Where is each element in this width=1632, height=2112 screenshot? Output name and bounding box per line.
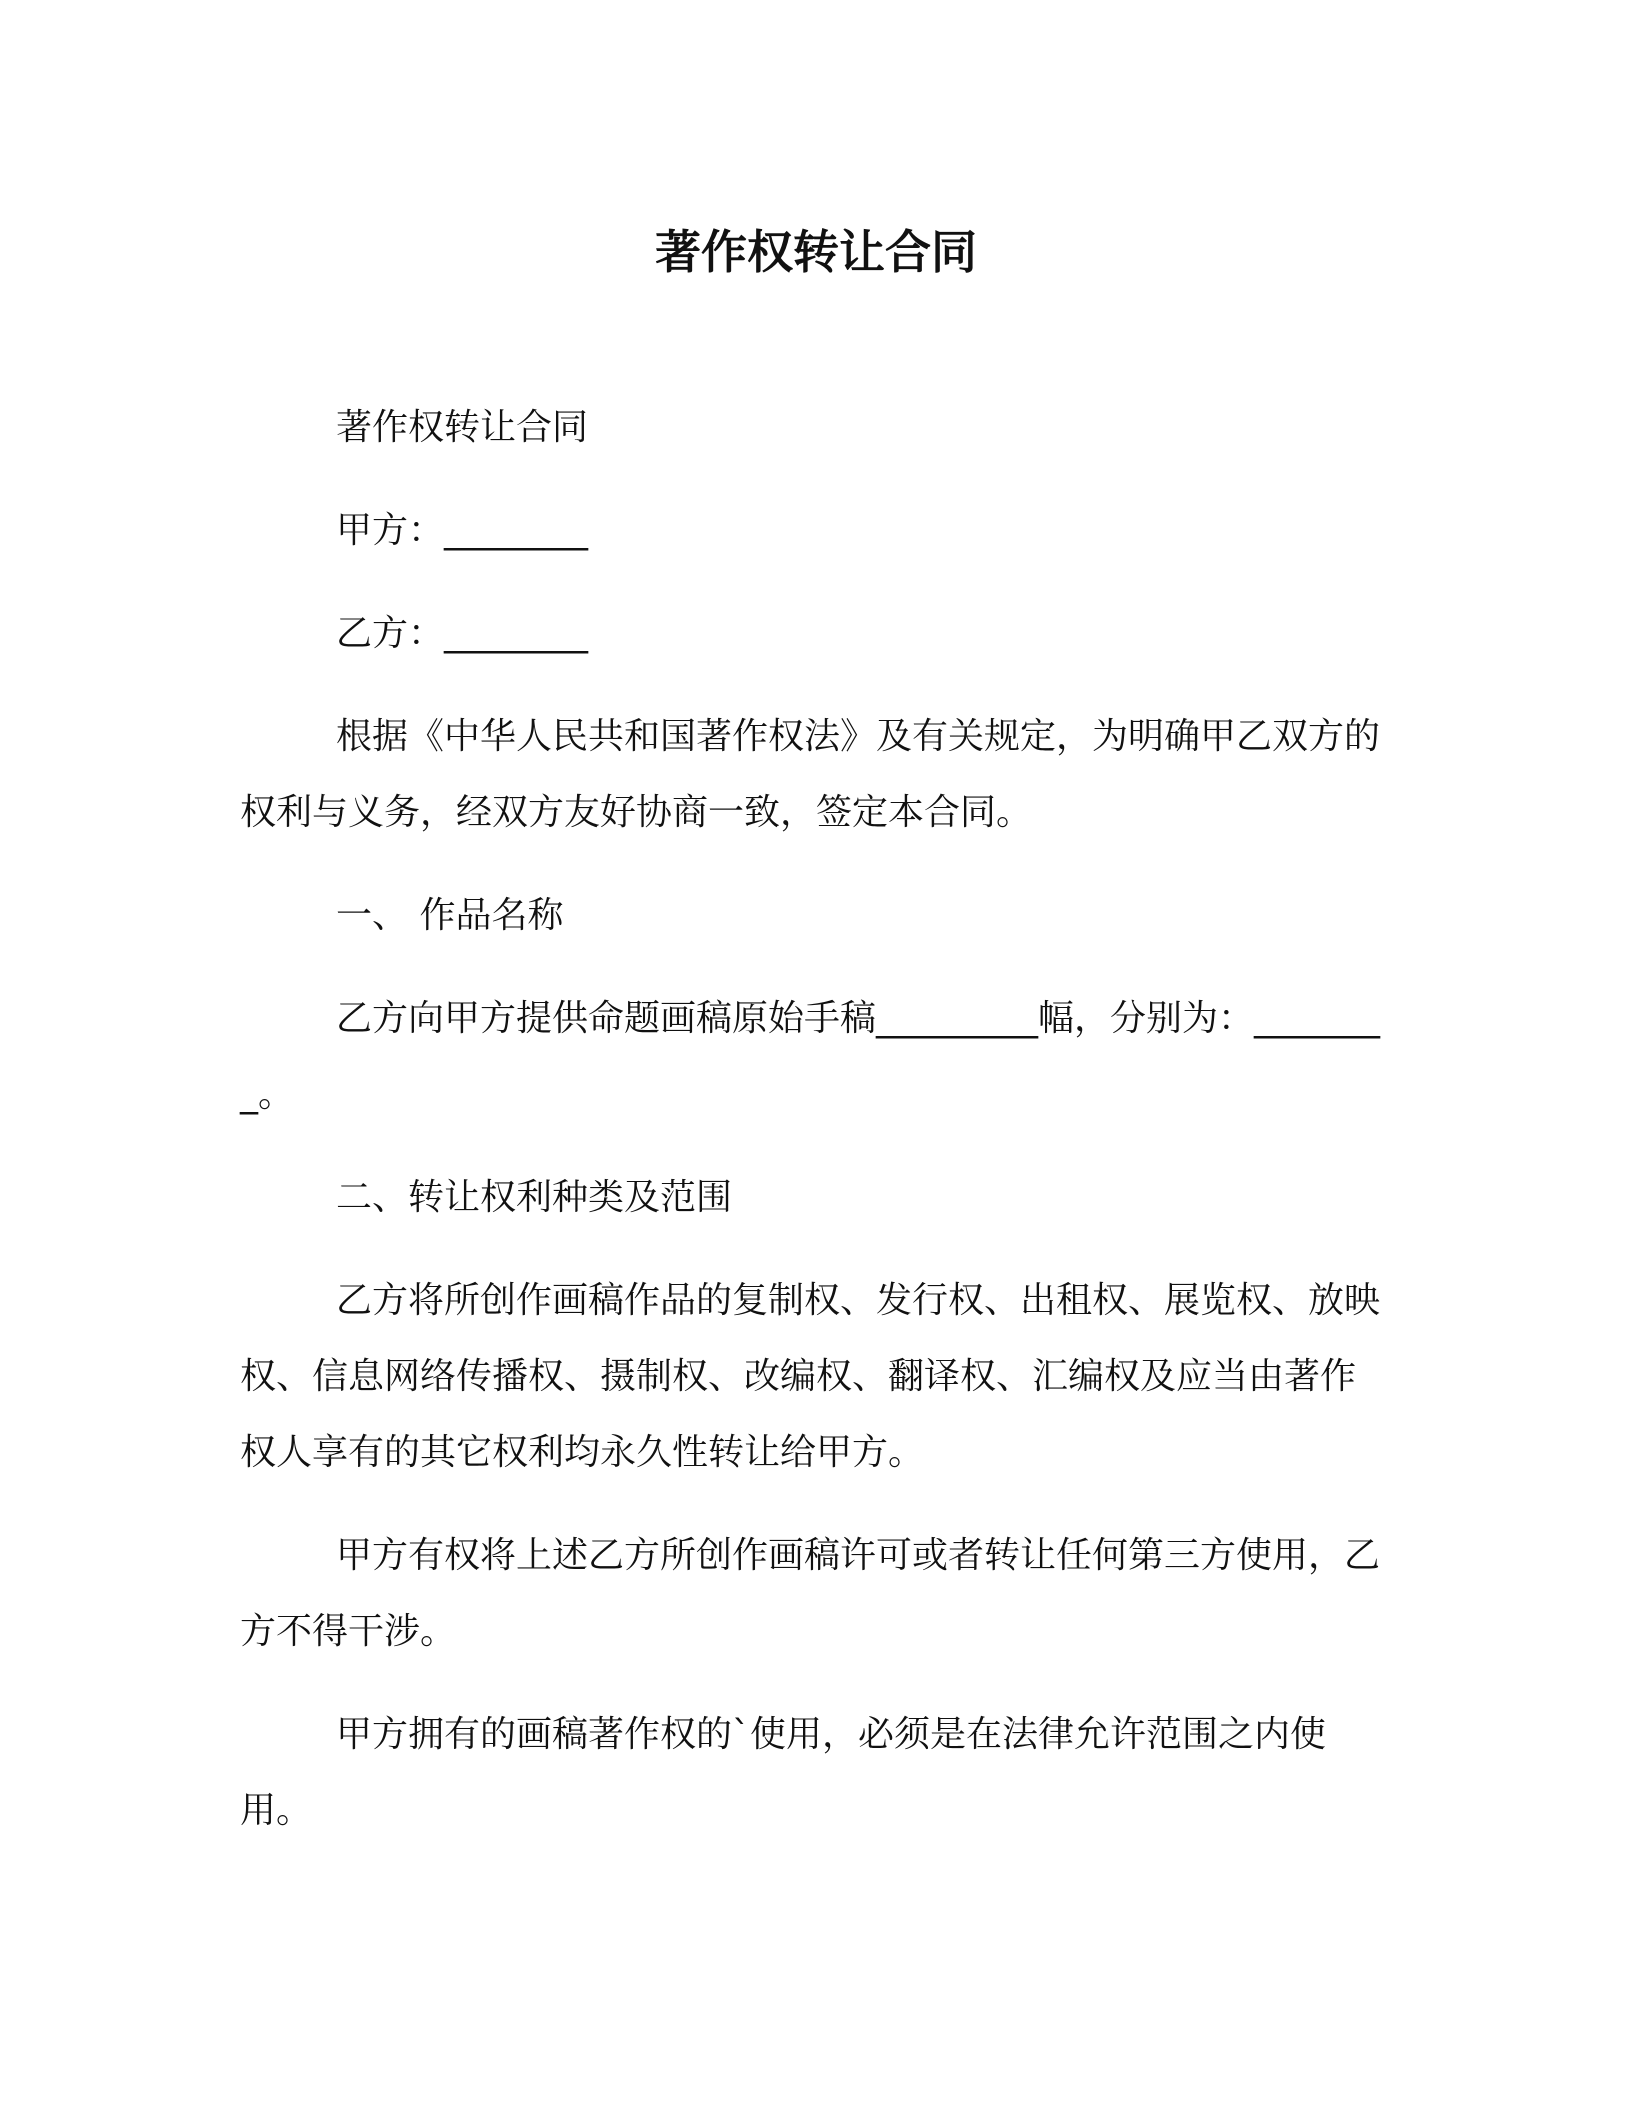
paragraph-party-b: 乙方：________ [336, 613, 589, 654]
paragraph-legal-use: 甲方拥有的画稿著作权的`使用，必须是在法律允许范围之内使用。 [240, 1714, 1327, 1831]
paragraph-third-party: 甲方有权将上述乙方所创作画稿许可或者转让任何第三方使用，乙方不得干涉。 [240, 1535, 1381, 1652]
paragraph-party-a: 甲方：________ [336, 510, 589, 551]
paragraph-preamble: 根据《中华人民共和国著作权法》及有关规定，为明确甲乙双方的权利与义务，经双方友好协商一致，签定本合同。 [240, 716, 1381, 833]
paragraph-work-name: 乙方向甲方提供命题画稿原始手稿_________幅，分别为：________。 [240, 998, 1381, 1115]
section-heading-rights: 二、转让权利种类及范围 [336, 1177, 733, 1218]
document-title: 著作权转让合同 [655, 225, 977, 279]
paragraph-rights-transfer: 乙方将所创作画稿作品的复制权、发行权、出租权、展览权、放映权、信息网络传播权、摄制权、改编权、翻译权、汇编权及应当由著作权人享有的其它权利均永久性转让给甲方。 [240, 1280, 1381, 1473]
document-body [240, 390, 1380, 1876]
section-heading-work-name: 一、 作品名称 [336, 895, 564, 936]
paragraph-heading: 著作权转让合同 [336, 407, 589, 448]
